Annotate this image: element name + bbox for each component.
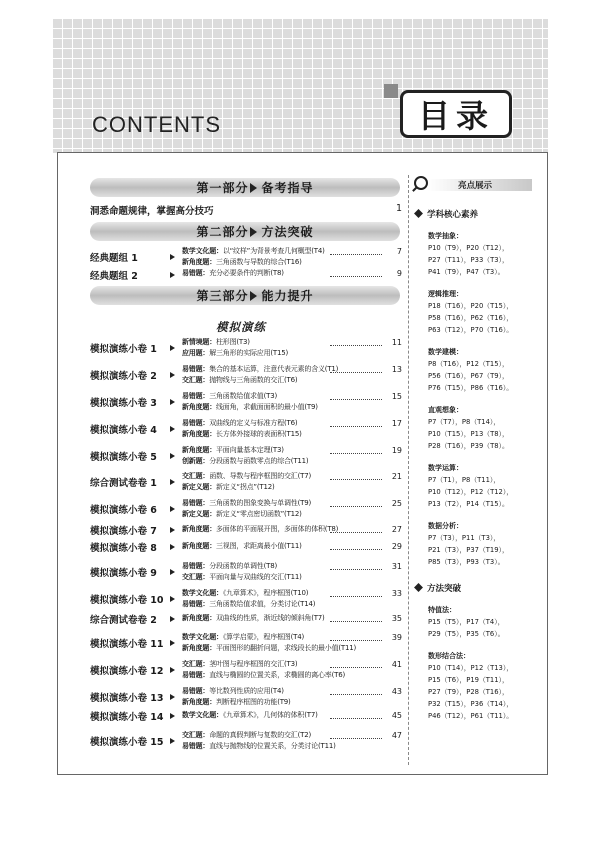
- page-number: 13: [391, 365, 402, 374]
- toc-sub-item: [182, 613, 325, 623]
- toc-sub-item: [182, 348, 288, 358]
- sub-tag: 交汇题：: [182, 472, 210, 480]
- sub-text: 以“纹样”为背景考查几何概型(T4): [222, 247, 325, 255]
- sub-tag: 新角度题：: [182, 644, 216, 652]
- sub-text: 三角函数与导数的综合(T16): [216, 258, 302, 266]
- sidebar-group-line: P28（T16），P39（T8）。: [428, 442, 509, 450]
- sidebar-group: [428, 346, 538, 394]
- sidebar-section-label: 学科核心素养: [427, 210, 479, 220]
- sidebar-group-title: 数学抽象：: [428, 232, 463, 240]
- toc-sub-item: [182, 524, 338, 534]
- section-title: 经典题组 2: [90, 271, 138, 282]
- sub-text: 三视图，求距离最小值(T11): [216, 542, 302, 550]
- triangle-right-icon: [170, 372, 175, 378]
- sub-tag: 易错题：: [182, 687, 210, 695]
- page-number: 25: [391, 499, 402, 508]
- sub-text: 判断程序框图的功能(T9): [216, 698, 291, 706]
- sub-text: 新定义“拐点”(T12): [216, 483, 275, 491]
- sidebar-group: [428, 520, 538, 568]
- triangle-right-icon: [170, 453, 175, 459]
- triangle-right-icon: [170, 616, 175, 622]
- sidebar-group-title: 特值法：: [428, 606, 456, 614]
- sidebar-group-line: P85（T3），P93（T3）。: [428, 558, 505, 566]
- sub-text: 双曲线的定义与标准方程(T6): [209, 419, 298, 427]
- toc-sub-item: [182, 445, 284, 455]
- toc-sub-item: [182, 697, 291, 707]
- intro-line: [90, 203, 402, 217]
- toc-sub-item: [182, 643, 356, 653]
- toc-sub-item: [182, 588, 308, 598]
- toc-sub-item: [182, 599, 315, 609]
- diamond-bullet-icon: [414, 583, 423, 592]
- sub-tag: 新角度题：: [182, 525, 216, 533]
- sub-tag: 新角度题：: [182, 403, 216, 411]
- page-number: 47: [391, 731, 402, 740]
- toc-sub-item: [182, 391, 277, 401]
- dotted-leader: [330, 667, 382, 668]
- sidebar-group-line: P10（T15），P13（T8），: [428, 430, 509, 438]
- toc-sub-item: [182, 375, 297, 385]
- page-number: 29: [391, 542, 402, 551]
- toc-sub-item: [182, 632, 304, 642]
- sub-text: 平面图形的翻折问题，求线段长的最小值(T11): [216, 644, 357, 652]
- sidebar-group-line: P10（T12），P12（T12），: [428, 488, 514, 496]
- sub-tag: 新角度题：: [182, 542, 216, 550]
- sub-text: 分段函数与函数零点的综合(T11): [209, 457, 309, 465]
- sub-tag: 应用题：: [182, 349, 210, 357]
- page-number: 11: [391, 338, 402, 347]
- sidebar-group: [428, 462, 538, 510]
- sub-text: 三角函数给值求值，分类讨论(T14): [209, 600, 316, 608]
- section-title: 综合测试卷卷 1: [90, 478, 157, 489]
- page-number: 31: [391, 562, 402, 571]
- toc-sub-item: [182, 498, 311, 508]
- section-title: 模拟演练小卷 1: [90, 344, 157, 355]
- sub-text: 三角函数的图象变换与单调性(T9): [209, 499, 311, 507]
- sub-tag: 新定义题：: [182, 483, 216, 491]
- sidebar-group-line: P13（T2），P14（T15）。: [428, 500, 509, 508]
- page-number: 19: [391, 446, 402, 455]
- sub-text: 柱形图(T3): [216, 338, 250, 346]
- sidebar-title: 亮点展示: [458, 181, 493, 191]
- toc-sub-item: [182, 246, 325, 256]
- triangle-right-icon: [170, 272, 175, 278]
- part-title: 第一部分 备考指导: [196, 181, 314, 195]
- sub-tag: 数学文化题：: [182, 247, 223, 255]
- toc-sub-item: [182, 471, 311, 481]
- dotted-leader: [330, 640, 382, 641]
- sub-text: 线面角，求截面面积的最小值(T9): [216, 403, 318, 411]
- sidebar-group-line: P21（T3），P37（T19），: [428, 546, 509, 554]
- triangle-right-icon: [170, 569, 175, 575]
- page-number: 1: [395, 203, 402, 214]
- mulu-title: 目录: [400, 90, 512, 138]
- sidebar-group-line: P32（T15），P36（T14），: [428, 700, 514, 708]
- section-title: 模拟演练小卷 8: [90, 543, 157, 554]
- chevron-right-icon: [250, 183, 257, 193]
- dotted-leader: [330, 549, 382, 550]
- sub-tag: 交汇题：: [182, 731, 210, 739]
- triangle-right-icon: [170, 479, 175, 485]
- dotted-leader: [330, 694, 382, 695]
- sidebar-section-label: 方法突破: [427, 584, 462, 594]
- page-number: 45: [391, 711, 402, 720]
- sidebar-group: [428, 650, 538, 722]
- triangle-right-icon: [170, 527, 175, 533]
- sub-text: 《算学启蒙》，程序框图(T4): [222, 633, 305, 641]
- page-number: 35: [391, 614, 402, 623]
- sidebar-group-title: 数据分析：: [428, 522, 463, 530]
- dotted-leader: [330, 479, 382, 480]
- sidebar-group-line: P15（T5），P17（T4），: [428, 618, 505, 626]
- toc-sub-item: [182, 337, 250, 347]
- toc-sub-item: [182, 686, 284, 696]
- dotted-leader: [330, 621, 382, 622]
- section-title: 模拟演练小卷 13: [90, 693, 164, 704]
- triangle-right-icon: [170, 426, 175, 432]
- sub-tag: 新定义题：: [182, 510, 216, 518]
- page-number: 27: [391, 525, 402, 534]
- sidebar-group-title: 数学建模：: [428, 348, 463, 356]
- section-title: 模拟演练小卷 3: [90, 398, 157, 409]
- sub-text: 平面向量基本定理(T3): [216, 446, 284, 454]
- toc-sub-item: [182, 268, 284, 278]
- toc-sub-item: [182, 561, 277, 571]
- sidebar-group-line: P7（T7），P8（T14），: [428, 418, 501, 426]
- triangle-right-icon: [170, 667, 175, 673]
- section-title: 综合测试卷卷 2: [90, 615, 157, 626]
- sub-tag: 易错题：: [182, 269, 210, 277]
- toc-sub-item: [182, 429, 302, 439]
- column-divider: [408, 175, 409, 765]
- sub-text: 茎叶图与程序框图的交汇(T3): [209, 660, 298, 668]
- sub-tag: 新角度题：: [182, 446, 216, 454]
- sidebar-group-line: P46（T12），P61（T11）。: [428, 712, 514, 720]
- sub-tag: 易错题：: [182, 671, 210, 679]
- section-title: 模拟演练小卷 4: [90, 425, 157, 436]
- sub-text: 双曲线的性质，渐近线的倾斜角(T7): [216, 614, 325, 622]
- sidebar-group-line: P7（T1），P8（T11），: [428, 476, 501, 484]
- page-number: 33: [391, 589, 402, 598]
- sidebar-section-title: [414, 582, 461, 594]
- toc-sub-item: [182, 402, 318, 412]
- section-title: 模拟演练小卷 7: [90, 526, 157, 537]
- sub-text: 命题的真假判断与复数的交汇(T2): [209, 731, 311, 739]
- page-number: 21: [391, 472, 402, 481]
- section-title: 模拟演练小卷 6: [90, 505, 157, 516]
- diamond-bullet-icon: [414, 209, 423, 218]
- dotted-leader: [330, 345, 382, 346]
- triangle-right-icon: [170, 544, 175, 550]
- triangle-right-icon: [170, 640, 175, 646]
- toc-sub-item: [182, 730, 311, 740]
- sub-tag: 创新题：: [182, 457, 210, 465]
- toc-sub-item: [182, 572, 302, 582]
- page-number: 17: [391, 419, 402, 428]
- sidebar-group-line: P41（T9），P47（T3）。: [428, 268, 505, 276]
- sub-text: 平面向量与双曲线的交汇(T11): [209, 573, 302, 581]
- sub-tag: 易错题：: [182, 419, 210, 427]
- sidebar-group-line: P58（T16），P62（T16），: [428, 314, 514, 322]
- sidebar-group: [428, 604, 538, 640]
- sub-tag: 易错题：: [182, 392, 210, 400]
- sub-text: 分段函数的单调性(T8): [209, 562, 277, 570]
- sub-tag: 易错题：: [182, 600, 210, 608]
- page-number: 15: [391, 392, 402, 401]
- sidebar-section-title: [414, 208, 478, 220]
- page-number: 43: [391, 687, 402, 696]
- sub-text: 集合的基本运算，注意代表元素的含义(T1): [209, 365, 339, 373]
- sidebar-group: [428, 288, 538, 336]
- sidebar-header: [414, 176, 532, 192]
- sidebar-group-line: P7（T3），P11（T3），: [428, 534, 501, 542]
- toc-sub-item: [182, 257, 302, 267]
- part-title: 第二部分 方法突破: [196, 225, 314, 239]
- sidebar-group-line: P18（T16），P20（T15），: [428, 302, 514, 310]
- sub-tag: 新角度题：: [182, 430, 216, 438]
- page-number: 9: [396, 269, 402, 278]
- sidebar-group-line: P56（T16），P67（T9），: [428, 372, 509, 380]
- triangle-right-icon: [170, 738, 175, 744]
- part-title: 第三部分 能力提升: [196, 289, 314, 303]
- chevron-right-icon: [250, 227, 257, 237]
- sidebar-group-line: P63（T12），P70（T16）。: [428, 326, 514, 334]
- sub-text: 三角函数给值求值(T3): [209, 392, 277, 400]
- triangle-right-icon: [170, 506, 175, 512]
- toc-sub-item: [182, 541, 302, 551]
- dotted-leader: [330, 254, 382, 255]
- sub-tag: 易错题：: [182, 365, 210, 373]
- section-title: 经典题组 1: [90, 253, 138, 264]
- section-title: 模拟演练小卷 5: [90, 452, 157, 463]
- sub-tag: 数学文化题：: [182, 589, 223, 597]
- sub-tag: 易错题：: [182, 742, 210, 750]
- sub-text: 《九章算术》，程序框图(T10): [222, 589, 309, 597]
- intro-text: 洞悉命题规律，掌握高分技巧: [90, 206, 214, 217]
- toc-sub-item: [182, 659, 297, 669]
- part-bar-1: [90, 178, 400, 197]
- decorative-square: [384, 84, 398, 98]
- sub-tag: 易错题：: [182, 562, 210, 570]
- sub-text: 直线与抛物线的位置关系，分类讨论(T11): [209, 742, 336, 750]
- dotted-leader: [330, 718, 382, 719]
- sub-tag: 易错题：: [182, 499, 210, 507]
- section-title: 模拟演练小卷 12: [90, 666, 164, 677]
- sub-tag: 交汇题：: [182, 376, 210, 384]
- triangle-right-icon: [170, 254, 175, 260]
- sidebar-group: [428, 230, 538, 278]
- sub-tag: 新角度题：: [182, 698, 216, 706]
- sidebar-group-title: 逻辑推理：: [428, 290, 463, 298]
- sub-tag: 交汇题：: [182, 660, 210, 668]
- dotted-leader: [330, 569, 382, 570]
- sub-tag: 新角度题：: [182, 258, 216, 266]
- toc-sub-item: [182, 418, 297, 428]
- sub-tag: 数学文化题：: [182, 633, 223, 641]
- page-number: 7: [396, 247, 402, 256]
- toc-sub-item: [182, 710, 318, 720]
- sub-text: 直线与椭圆的位置关系，求椭圆的离心率(T6): [209, 671, 345, 679]
- sub-text: 《九章算术》，几何体的体积(T7): [222, 711, 318, 719]
- triangle-right-icon: [170, 694, 175, 700]
- dotted-leader: [330, 453, 382, 454]
- dotted-leader: [330, 738, 382, 739]
- sidebar-group-line: P8（T16），P12（T15），: [428, 360, 509, 368]
- dotted-leader: [330, 276, 382, 277]
- sidebar-group-line: P27（T9），P28（T16），: [428, 688, 509, 696]
- sub-text: 新定义“零点密切函数”(T12): [216, 510, 302, 518]
- dotted-leader: [330, 506, 382, 507]
- sidebar-group-line: P29（T5），P35（T6）。: [428, 630, 505, 638]
- contents-title: CONTENTS: [92, 112, 221, 137]
- sub-text: 抛物线与三角函数的交汇(T6): [209, 376, 298, 384]
- section-title: 模拟演练小卷 15: [90, 737, 164, 748]
- chevron-right-icon: [250, 291, 257, 301]
- triangle-right-icon: [170, 345, 175, 351]
- sub-text: 多面体的平面展开图，多面体的体积(T8): [216, 525, 339, 533]
- section-title: 模拟演练小卷 14: [90, 712, 164, 723]
- triangle-right-icon: [170, 713, 175, 719]
- dotted-leader: [330, 596, 382, 597]
- page-number: 41: [391, 660, 402, 669]
- sub-text: 长方体外接球的表面积(T15): [216, 430, 302, 438]
- part-bar-2: [90, 222, 400, 241]
- sub-tag: 交汇题：: [182, 573, 210, 581]
- section-title: 模拟演练小卷 2: [90, 371, 157, 382]
- sub-tag: 新角度题：: [182, 614, 216, 622]
- sidebar-group-line: P15（T6），P19（T11），: [428, 676, 509, 684]
- toc-sub-item: [182, 456, 308, 466]
- page-number: 39: [391, 633, 402, 642]
- moni-section-label: 模拟演练: [212, 319, 270, 335]
- sub-tag: 数学文化题：: [182, 711, 223, 719]
- sidebar-group-line: P27（T11），P33（T3），: [428, 256, 509, 264]
- section-title: 模拟演练小卷 11: [90, 639, 164, 650]
- triangle-right-icon: [170, 596, 175, 602]
- sub-text: 解三角形的实际应用(T15): [209, 349, 289, 357]
- part-bar-3: [90, 286, 400, 305]
- toc-sub-item: [182, 670, 345, 680]
- toc-sub-item: [182, 364, 338, 374]
- sidebar-group-title: 直观想象：: [428, 406, 463, 414]
- sub-text: 充分必要条件的判断(T8): [209, 269, 284, 277]
- sub-text: 函数、导数与程序框图的交汇(T7): [209, 472, 311, 480]
- sidebar-group: [428, 404, 538, 452]
- section-title: 模拟演练小卷 10: [90, 595, 164, 606]
- dotted-leader: [330, 399, 382, 400]
- sub-tag: 新情境题：: [182, 338, 216, 346]
- toc-sub-item: [182, 741, 336, 751]
- dotted-leader: [330, 426, 382, 427]
- triangle-right-icon: [170, 399, 175, 405]
- toc-sub-item: [182, 482, 275, 492]
- sidebar-group-title: 数形结合法：: [428, 652, 470, 660]
- sidebar-group-line: P10（T14），P12（T13），: [428, 664, 514, 672]
- sidebar-group-line: P10（T9），P20（T12），: [428, 244, 509, 252]
- sidebar-group-line: P76（T15），P86（T16）。: [428, 384, 514, 392]
- dotted-leader: [330, 372, 382, 373]
- section-title: 模拟演练小卷 9: [90, 568, 157, 579]
- sidebar-group-title: 数学运算：: [428, 464, 463, 472]
- sub-text: 等比数列性质的应用(T4): [209, 687, 284, 695]
- toc-sub-item: [182, 509, 302, 519]
- dotted-leader: [330, 532, 382, 533]
